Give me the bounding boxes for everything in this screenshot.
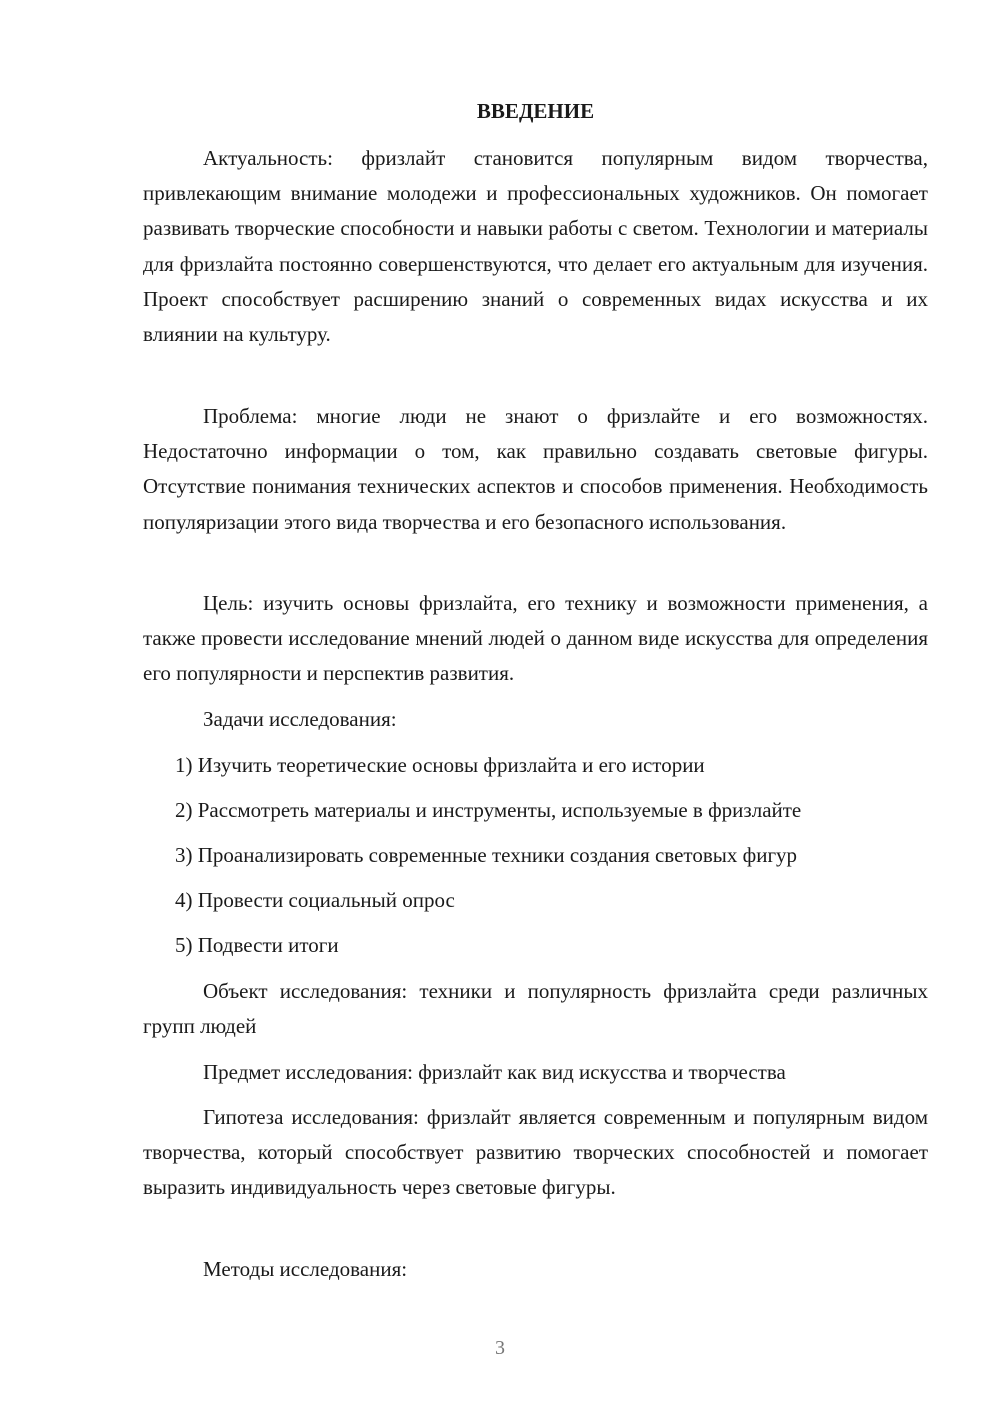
task-item-1: 1) Изучить теоретические основы фризлайта и его истории [175, 753, 705, 777]
task-item-4: 4) Провести социальный опрос [175, 888, 455, 912]
task-item-2: 2) Рассмотреть материалы и инструменты, используемые в фризлайте [175, 798, 802, 822]
paragraph-hypothesis: Гипотеза исследования: фризлайт является современным и популярным видом творчества, который способствует развитию творческих способностей и помогает выразить индивидуальность через световые фигуры. [143, 1105, 928, 1200]
tasks-heading: Задачи исследования: [203, 707, 397, 731]
paragraph-problem: Проблема: многие люди не знают о фризлайте и его возможностях. Недостаточно информации о том, как правильно создавать световые фигуры. Отсутствие понимания технических аспектов и способов применения. Необходимость популяризации этого вида творчества и его безопасного использования. [143, 404, 928, 534]
page-number: 3 [495, 1337, 505, 1359]
methods-heading: Методы исследования: [203, 1257, 408, 1281]
task-item-5: 5) Подвести итоги [175, 933, 339, 957]
task-item-3: 3) Проанализировать современные техники создания световых фигур [175, 843, 798, 867]
paragraph-goal: Цель: изучить основы фризлайта, его технику и возможности применения, а также провести исследование мнений людей о данном виде искусства для определения его популярности и перспектив развития. [143, 591, 928, 686]
page-title: ВВЕДЕНИЕ [476, 99, 595, 123]
paragraph-object: Объект исследования: техники и популярность фризлайта среди различных групп людей [143, 979, 928, 1039]
paragraph-subject: Предмет исследования: фризлайт как вид искусства и творчества [203, 1060, 786, 1084]
paragraph-relevance: Актуальность: фризлайт становится популярным видом творчества, привлекающим внимание молодежи и профессиональных художников. Он помогает развивать творческие способности и навыки работы с светом. Технологии и материалы для фризлайта постоянно совершенствуются, что делает его актуальным для изучения. Проект способствует расширению знаний о современных видах искусства и их влиянии на культуру. [143, 146, 928, 347]
